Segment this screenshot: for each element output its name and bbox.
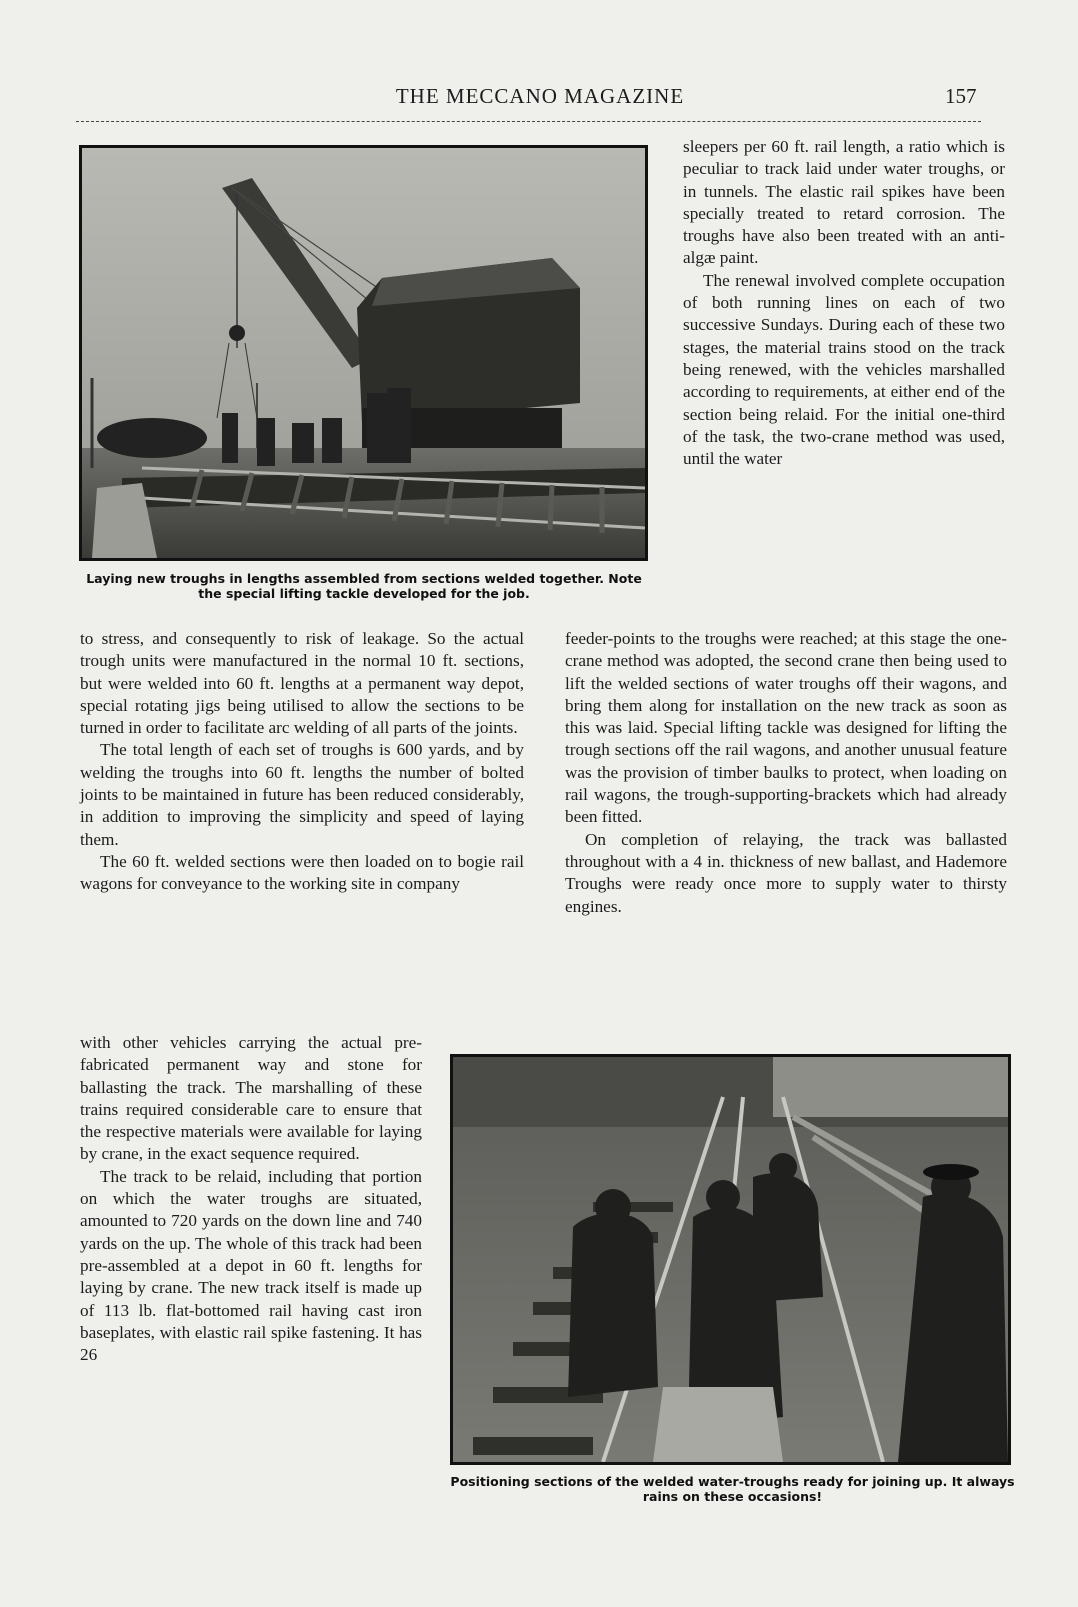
paragraph: The track to be relaid, including that portion on which the water troughs are situated, amounted to 720 yards on the down line and 740 yards on the up. The whole of this track had been pre-assembled at a depot in 60 ft. lengths for laying by crane. The new track itself is made up of 113 lb. flat-bottomed rail having cast iron baseplates, with elastic rail spike fastening. It has 26 bbox=[80, 1166, 422, 1365]
page-number: 157 bbox=[945, 84, 977, 108]
running-header: THE MECCANO MAGAZINE bbox=[395, 84, 685, 108]
paragraph: feeder-points to the troughs were reached; at this stage the one-crane method was adopted, the second crane then being used to lift the welded sections of water troughs off their wagons, and bring them along for installation on the new track as soon as this was laid. Special lifting tackle was designed for lifting the trough sections off the rail wagons, and another unusual feature was the provision of timber baulks to protect, when loading on rail wagons, the trough-supporting-brackets which had already been fitted. bbox=[565, 629, 1007, 827]
crane-photo-caption: Laying new troughs in lengths assembled from sections welded together. Note the special lifting tackle developed for the job. bbox=[86, 571, 642, 601]
paragraph: to stress, and consequently to risk of leakage. So the actual trough units were manufactured in the normal 10 ft. sections, but were welded into 60 ft. lengths at a permanent way depot, special rotating jigs being utilised to allow the sections to be turned in order to facilitate arc welding of all parts of the joints. bbox=[80, 629, 524, 738]
workers-illustration bbox=[453, 1057, 1008, 1462]
crane-photo bbox=[79, 145, 648, 561]
paragraph: The renewal involved complete occupation of both running lines on each of two successive Sundays. During each of these two stages, the material trains stood on the track being renewed, with the vehicles marshalled according to requirements, at either end of the section being relaid. For the initial one-third of the task, the two-crane method was used, until the water bbox=[683, 270, 1005, 469]
paragraph: with other vehicles carrying the actual pre-fabricated permanent way and stone for ballasting the track. The marshalling of these trains required considerable care to ensure that the respective materials were available for laying by crane, in the exact sequence required. bbox=[80, 1033, 422, 1164]
workers-photo-caption: Positioning sections of the welded water-troughs ready for joining up. It always rains on these occasions! bbox=[450, 1474, 1015, 1504]
article-right-mid bbox=[565, 628, 1007, 918]
paragraph: The 60 ft. welded sections were then loaded on to bogie rail wagons for conveyance to the working site in company bbox=[80, 851, 524, 894]
article-left-bottom bbox=[80, 1032, 422, 1366]
workers-photo bbox=[450, 1054, 1011, 1465]
article-left-mid bbox=[80, 628, 524, 896]
crane-illustration bbox=[82, 148, 645, 558]
paragraph: On completion of relaying, the track was ballasted throughout with a 4 in. thickness of new ballast, and Hademore Troughs were ready once more to supply water to thirsty engines. bbox=[565, 829, 1007, 916]
article-right-top bbox=[683, 136, 1005, 470]
header-rule bbox=[76, 121, 981, 122]
paragraph: The total length of each set of troughs is 600 yards, and by welding the troughs into 60 ft. lengths the number of bolted joints to be maintained in future has been reduced considerably, in addition to improving the simplicity and speed of laying them. bbox=[80, 740, 524, 849]
paragraph: sleepers per 60 ft. rail length, a ratio which is peculiar to track laid under water troughs, or in tunnels. The elastic rail spikes have been specially treated to retard corrosion. The troughs have also been treated with an anti-algæ paint. bbox=[683, 137, 1005, 268]
